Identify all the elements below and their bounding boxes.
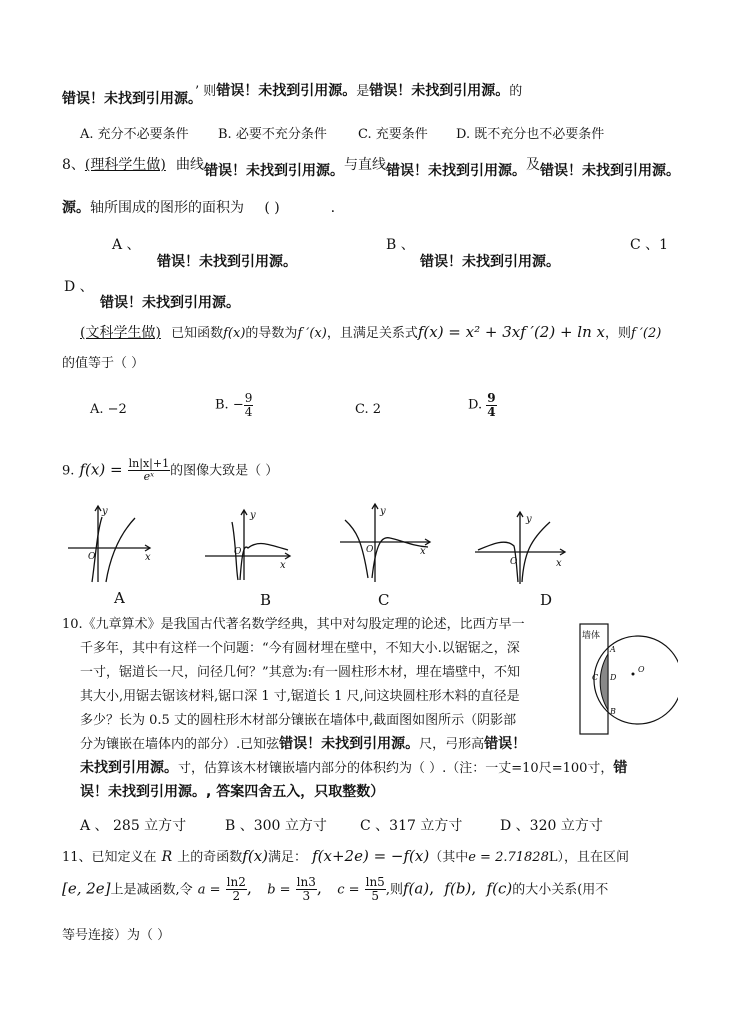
q10-line-4: 其大小,用锯去锯该材料,锯口深 1 寸,锯道长 1 尺,问这块圆柱形木料的直径是 <box>80 689 520 704</box>
q10-option-b: B 、300 立方寸 <box>225 818 327 834</box>
axis-y-label: y <box>380 506 386 517</box>
q10-text: 分为镶嵌在墙体内的部分）.已知弦 <box>80 737 280 752</box>
fraction-numerator: 9 <box>487 391 496 405</box>
fraction-denominator: eˣ <box>143 469 155 483</box>
point-c-label: C <box>592 673 599 682</box>
q10-figure <box>578 622 678 737</box>
q11-a-fraction <box>226 876 247 902</box>
q8-option-b-error: 错误！未找到引用源。 <box>420 254 560 270</box>
q10-line-8: 误！未找到引用源。, 答案四舍五入，只取整数） <box>80 784 385 800</box>
q11-math: R <box>161 849 173 865</box>
q8-option-d-error: 错误！未找到引用源。 <box>100 295 240 311</box>
fraction-denominator: 4 <box>244 404 253 419</box>
q8-arts-option-b-label: B. − <box>215 397 244 413</box>
q8-arts-tag: (文科学生做) <box>80 325 161 341</box>
q11-math: f(b) <box>444 879 472 898</box>
q8-arts-math: f ′(2) <box>631 326 662 341</box>
q7-text: ’ 则 <box>195 84 217 99</box>
ref-error-part: 错误！ <box>484 736 527 752</box>
q11-math: f(c) <box>486 879 513 898</box>
origin-label: O <box>510 557 518 567</box>
embedded-segment <box>600 654 608 710</box>
point-d-label: D <box>610 673 617 682</box>
q8-option-a-error: 错误！未找到引用源。 <box>157 254 297 270</box>
center-point <box>632 673 635 676</box>
q7-option-d: D. 既不充分也不必要条件 <box>456 127 605 142</box>
ref-error-part: 未找到引用源。 <box>80 760 178 776</box>
q11-math: a = <box>197 882 221 898</box>
q7-option-a: A. 充分不必要条件 <box>80 127 189 142</box>
q10-line-3: 一寸，锯道长一尺，问径几何？”其意为:有一圆柱形木材，埋在墙壁中，不知 <box>80 665 521 680</box>
q9-number: 9. <box>62 463 75 479</box>
q8-text: 轴所围成的图形的面积为 <box>90 200 244 216</box>
fraction-numerator: ln2 <box>226 875 246 889</box>
q9-label-a: A <box>114 589 125 607</box>
q11-text: 的大小关系(用不 <box>512 882 609 898</box>
graph-a <box>68 506 151 582</box>
q8-number: 8、 <box>62 157 85 173</box>
q10-line-7 <box>80 757 627 777</box>
axis-x-label: x <box>420 546 426 557</box>
q8-text: 曲线 <box>176 157 205 173</box>
wall-label: 墙体 <box>582 631 601 641</box>
q11-math: c = <box>337 882 360 898</box>
q7-option-b: B. 必要不充分条件 <box>218 127 327 142</box>
q8-text: 及 <box>526 157 541 173</box>
q8-arts-line2: 的值等于（ ） <box>62 356 145 371</box>
ref-error: 错误！未找到引用源。 <box>540 163 681 179</box>
q11-line-2: [e, 2e]上是减函数,令 a = $\frac{\ln 2}{2}$ , b = $\frac{\ln 3}{3}$ , c = $\frac{\ln 5}{5}$ ,则f(a), f(b), f(c)的大小关系(用不 <box>62 875 609 903</box>
q8-arts-math: f ′(x) <box>297 326 327 341</box>
point-a-label: A <box>610 645 616 654</box>
q8-arts-option-c: C. 2 <box>355 402 382 417</box>
origin-label: O <box>88 552 96 562</box>
q11-math: b = <box>267 882 291 898</box>
fraction-numerator: 9 <box>244 391 253 405</box>
q11-equation: f(x+2e) = −f(x) <box>312 847 430 865</box>
q11-interval: [e, 2e] <box>62 879 111 898</box>
q8-arts-option-b <box>215 392 253 418</box>
ref-error: 错误！未找到引用源。 <box>204 163 345 179</box>
q9-label-c: C <box>378 591 390 609</box>
q11-text: ），且在区间 <box>557 850 629 865</box>
axis-y-label: y <box>250 510 256 521</box>
q8-arts-math: f(x) <box>223 326 246 341</box>
q11-text: 满足： <box>268 850 308 865</box>
q9-fraction <box>128 458 170 482</box>
point-b-label: B <box>610 707 616 716</box>
axis-y-label: y <box>102 506 108 517</box>
q11-text: 上是减函数,令 <box>110 882 193 898</box>
graph-b <box>205 510 290 580</box>
q11-text: ,则 <box>385 882 403 898</box>
ref-error-part: 错 <box>613 760 628 776</box>
q11-math: e = 2.71828 <box>468 850 549 865</box>
q9-label-b: B <box>260 591 272 609</box>
q8-arts-text: 的导数为 <box>245 326 298 341</box>
q8-option-d-label: D 、 <box>64 279 94 295</box>
q9-function: f(x) = <box>79 460 123 479</box>
q8-blank: ( ) <box>264 200 280 216</box>
fraction-numerator: ln5 <box>365 875 385 889</box>
q7-stem <box>62 80 522 108</box>
ref-error: 错误！未找到引用源。 <box>279 736 420 752</box>
q8-arts-option-a: A. −2 <box>90 402 127 417</box>
ref-error-tail: 源。 <box>62 200 90 216</box>
q11-math: f(a) <box>402 879 430 898</box>
q10-line-2: 千多年，其中有这样一个问题：“今有圆材埋在壁中，不知大小.以锯锯之，深 <box>80 641 520 656</box>
fraction-denominator: 3 <box>302 888 311 903</box>
q11-c-fraction <box>365 876 386 902</box>
q8-arts-equation: f(x) = x² + 3xf ′(2) + ln x <box>417 323 605 341</box>
origin-label: O <box>234 547 242 557</box>
fraction-numerator: ln3 <box>296 875 316 889</box>
q10-option-d: D 、320 立方寸 <box>500 818 603 834</box>
q10-text: 寸，估算该木材镶嵌墙内部分的体积约为（ ）.（注：一丈=10尺=100寸， <box>178 761 614 776</box>
q7-option-c: C. 充要条件 <box>358 127 428 142</box>
fraction-numerator: ln|x|+1 <box>128 457 170 470</box>
q9-text: 的图像大致是（ ） <box>170 463 279 479</box>
q8-option-c: C 、1 <box>630 237 669 253</box>
ref-error: 错误！未找到引用源。 <box>386 163 527 179</box>
q8-arts-option-b-fraction <box>244 392 254 418</box>
q11-line-1: 11、已知定义在 R 上的奇函数f(x)满足： f(x+2e) = −f(x)（其中e = 2.71828L），且在区间 <box>62 847 629 865</box>
q10-line-6 <box>80 733 526 753</box>
axis-x-label: x <box>556 558 562 569</box>
fraction-denominator: 2 <box>232 888 241 903</box>
q11-math: f(x) <box>242 847 269 865</box>
axis-x-label: x <box>280 560 286 571</box>
ref-error: 错误！未找到引用源。 <box>62 91 195 107</box>
q10-line-1: 10.《九章算术》是我国古代著名数学经典，其中对勾股定理的论述，比西方早一 <box>62 617 525 632</box>
q11-b-fraction <box>296 876 317 902</box>
q8-option-b-label: B 、 <box>386 237 415 253</box>
q10-line-5: 多少？长为 0.5 丈的圆柱形木材部分镶嵌在墙体中,截面图如图所示（阴影部 <box>80 713 517 728</box>
q8-arts-stem <box>80 322 661 342</box>
q8-arts-option-d <box>468 392 497 418</box>
q8-arts-text: 已知函数 <box>171 326 224 341</box>
q10-text: 尺，弓形高 <box>419 737 485 752</box>
q8-arts-option-d-label: D. <box>468 397 483 413</box>
q11-text: 11、已知定义在 <box>62 850 157 865</box>
graph-d <box>475 512 565 584</box>
fraction-denominator: 5 <box>371 888 380 903</box>
q9-stem <box>62 458 278 482</box>
axis-y-label: y <box>526 514 532 525</box>
q7-text: 是 <box>356 84 370 99</box>
q7-text: 的 <box>509 84 523 99</box>
q8-arts-option-d-fraction <box>486 392 496 418</box>
ref-error: 错误！未找到引用源。 <box>216 83 357 99</box>
q8-stem <box>62 154 681 179</box>
origin-label: O <box>366 545 374 555</box>
q8-arts-text: ，且满足关系式 <box>326 326 418 341</box>
q8-option-a-label: A 、 <box>112 237 141 253</box>
q8-stem-line2 <box>62 197 335 217</box>
q9-label-d: D <box>540 591 553 609</box>
ref-error: 错误！未找到引用源。 <box>369 83 510 99</box>
fraction-denominator: 4 <box>487 404 496 419</box>
q10-option-a: A 、 285 立方寸 <box>80 818 187 834</box>
graph-c <box>340 504 430 582</box>
q11-text: 上的奇函数 <box>177 850 243 865</box>
q8-text: 与直线 <box>344 157 387 173</box>
q9-graph-options <box>0 492 737 612</box>
point-o-label: O <box>638 665 645 674</box>
q8-arts-text: ，则 <box>605 326 632 341</box>
q8-dot: . <box>330 200 336 216</box>
q8-tag: (理科学生做) <box>84 157 166 173</box>
q10-option-c: C 、317 立方寸 <box>360 818 463 834</box>
q11-line-3: 等号连接）为（ ） <box>62 928 171 943</box>
q11-text: （其中 <box>429 850 469 865</box>
axis-x-label: x <box>145 552 151 563</box>
